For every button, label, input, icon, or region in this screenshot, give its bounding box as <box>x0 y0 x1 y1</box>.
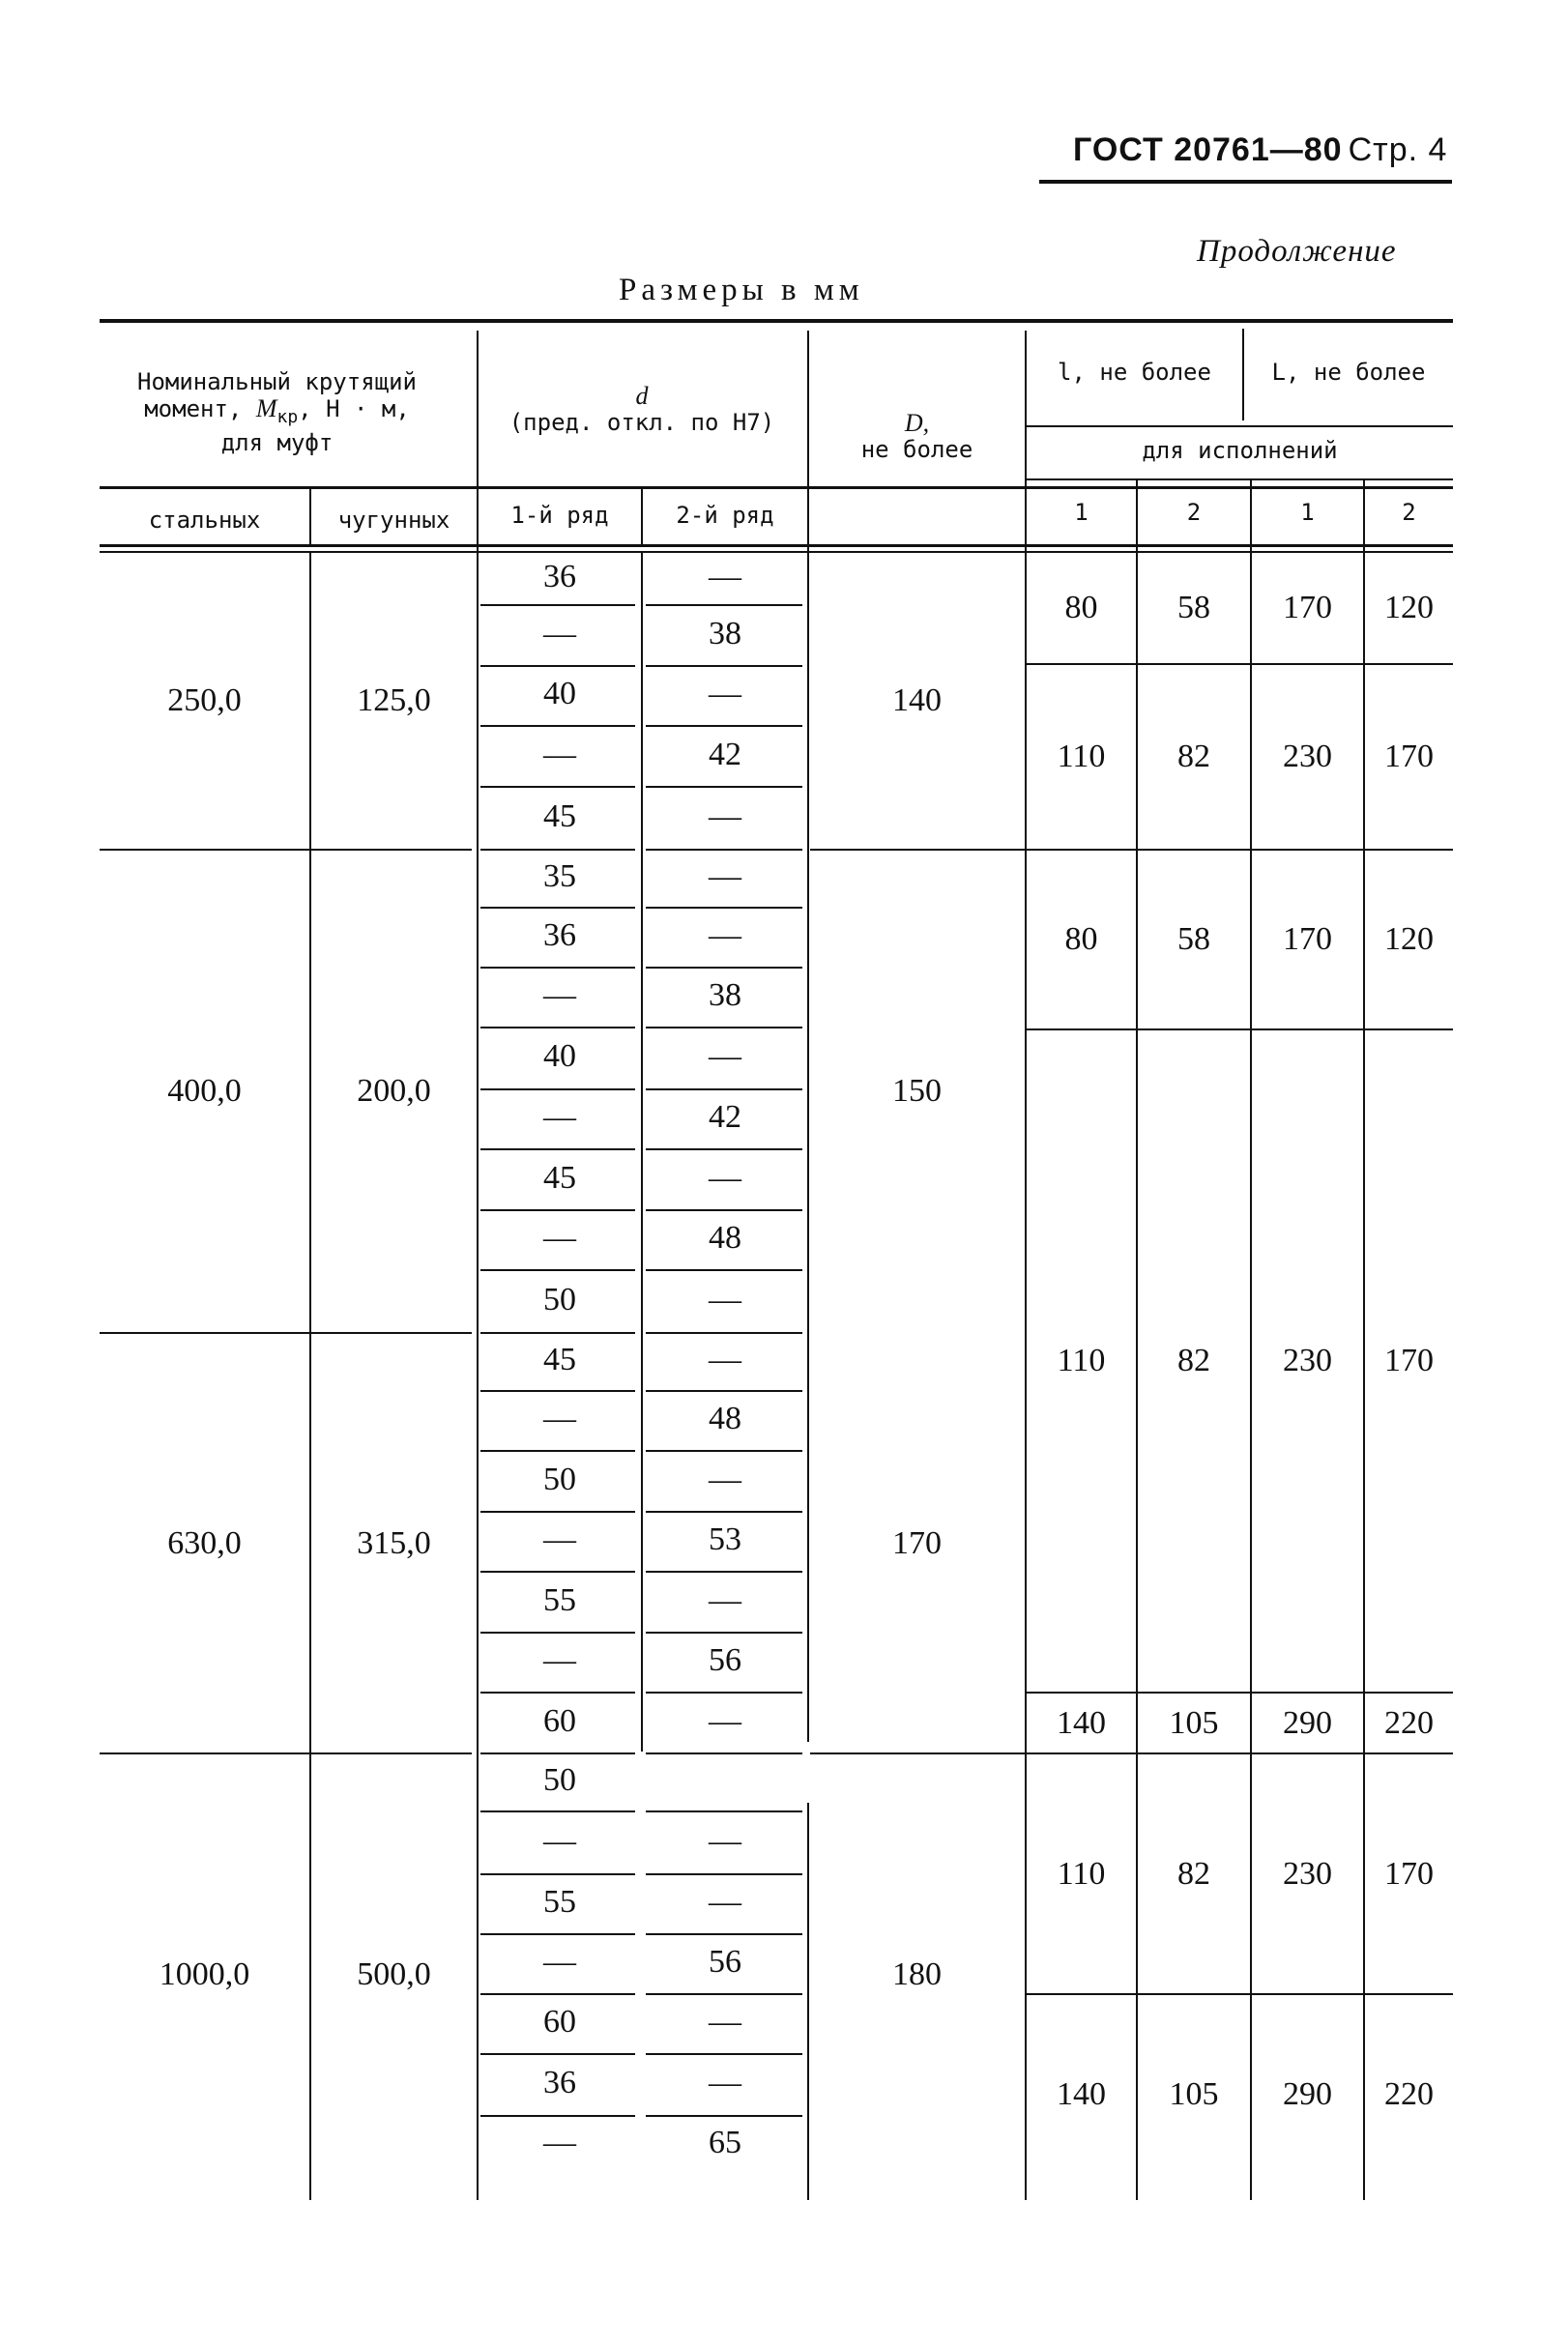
steel-torque-value: 1000,0 <box>159 1955 250 1992</box>
d-row-divider <box>646 1027 802 1028</box>
group-separator <box>100 1332 472 1334</box>
L-variant1-value: 170 <box>1283 590 1332 625</box>
d-row-divider <box>646 1511 802 1513</box>
d-row-divider <box>646 849 802 851</box>
d-row-divider <box>480 1692 635 1694</box>
D-value: 170 <box>892 1524 942 1561</box>
document-reference <box>1073 131 1447 169</box>
d-row1-value: 45 <box>543 1342 576 1377</box>
d-row2-value: — <box>709 797 741 834</box>
D-value: 180 <box>892 1955 942 1992</box>
d-row1-value: — <box>543 977 576 1013</box>
L-variant1-value: 170 <box>1283 921 1332 957</box>
d-row-divider <box>646 786 802 788</box>
d-row-divider <box>480 907 635 909</box>
row1-header: 1-й ряд <box>510 502 609 529</box>
d-row-divider <box>646 1692 802 1694</box>
D-symbol: D, <box>904 409 930 437</box>
d-row-divider <box>480 1450 635 1452</box>
cast-torque-value: 200,0 <box>357 1073 431 1109</box>
lL-separator <box>1027 1028 1453 1030</box>
row2-header: 2-й ряд <box>676 502 774 529</box>
torque-header <box>100 369 454 456</box>
L-variant2-value: 170 <box>1384 739 1434 774</box>
d-row-divider <box>480 1933 635 1935</box>
continuation-label: Продолжение <box>1197 234 1397 269</box>
d-row-divider <box>646 1209 802 1211</box>
d-row-divider <box>480 1752 635 1754</box>
l-variant2-value: 105 <box>1169 2076 1219 2112</box>
d-row-divider <box>646 725 802 727</box>
lL-separator <box>1027 663 1453 665</box>
d-row-divider <box>646 1571 802 1573</box>
d-row-divider <box>480 1088 635 1090</box>
d-row2-value: 42 <box>709 736 741 772</box>
cast-iron-header: чугунных <box>337 507 450 534</box>
d-row2-value: 48 <box>709 1220 741 1256</box>
L-variant-2: 2 <box>1402 499 1416 526</box>
d-row2-value: — <box>709 1581 741 1618</box>
d-row2-value: — <box>709 558 741 594</box>
vline <box>641 553 643 1752</box>
L-variant1-value: 290 <box>1283 2076 1332 2112</box>
d-row-divider <box>646 1810 802 1812</box>
d-row1-value: 40 <box>543 676 576 711</box>
d-row1-value: 36 <box>543 2065 576 2100</box>
L-variant2-value: 170 <box>1384 1343 1434 1378</box>
d-row1-value: — <box>543 2125 576 2160</box>
d-row-divider <box>480 1810 635 1812</box>
lL-separator <box>1027 1993 1453 1995</box>
l-variant1-value: 110 <box>1057 1855 1106 1892</box>
header-underline <box>1039 180 1452 184</box>
d-row1-value: 45 <box>543 1159 576 1196</box>
d-note: (пред. откл. по Н7) <box>508 409 775 436</box>
d-row-divider <box>646 1632 802 1634</box>
D-header <box>809 410 1025 463</box>
l-variant2-value: 58 <box>1177 921 1210 957</box>
d-row-divider <box>480 1209 635 1211</box>
d-row1-value: 45 <box>543 797 576 834</box>
d-row-divider <box>646 604 802 606</box>
d-row2-value: — <box>709 1159 741 1196</box>
d-row-divider <box>480 1511 635 1513</box>
l-variant1-value: 140 <box>1057 2076 1106 2112</box>
l-variant1-value: 80 <box>1064 590 1098 625</box>
d-row-divider <box>646 1933 802 1935</box>
d-row-divider <box>646 1390 802 1392</box>
d-row-divider <box>480 1873 635 1875</box>
d-row1-value: 50 <box>543 1281 576 1318</box>
lL-separator <box>1027 1692 1453 1694</box>
d-row1-value: — <box>543 1401 576 1436</box>
d-row-divider <box>480 967 635 969</box>
l-variant1-value: 110 <box>1057 739 1106 774</box>
units-caption: Размеры в мм <box>619 273 864 307</box>
d-row1-value: 60 <box>543 2004 576 2040</box>
d-row1-value: 50 <box>543 1762 576 1798</box>
torque-header-line1: Номинальный крутящий <box>137 368 417 395</box>
doc-ref: ГОСТ 20761—80 <box>1073 131 1343 168</box>
d-row-divider <box>480 786 635 788</box>
l-variant2-value: 82 <box>1177 1855 1210 1892</box>
d-row2-value: — <box>709 1342 741 1377</box>
cast-torque-value: 315,0 <box>357 1524 431 1561</box>
d-row-divider <box>480 1269 635 1271</box>
d-row-divider <box>646 1752 802 1754</box>
d-row-divider <box>646 2053 802 2055</box>
d-row-divider <box>480 1027 635 1028</box>
table-top-rule <box>100 319 1453 323</box>
L-variant2-value: 220 <box>1384 1704 1434 1741</box>
d-row1-value: — <box>543 1944 576 1980</box>
d-row-divider <box>480 604 635 606</box>
steel-header: стальных <box>148 507 261 534</box>
d-row2-value: — <box>709 1281 741 1318</box>
L-variant1-value: 290 <box>1283 1704 1332 1741</box>
l-variant1-value: 80 <box>1064 921 1098 957</box>
D-note: не более <box>860 436 973 463</box>
l-variant-2: 2 <box>1186 499 1202 526</box>
d-row-divider <box>646 1148 802 1150</box>
L-header: L, не более <box>1271 359 1426 386</box>
L-variant2-value: 120 <box>1384 590 1434 625</box>
d-row1-value: 50 <box>543 1461 576 1497</box>
d-row-divider <box>646 1332 802 1334</box>
group-separator <box>810 1752 1025 1754</box>
d-row-divider <box>646 665 802 667</box>
d-row2-value: 48 <box>709 1401 741 1436</box>
vline <box>309 553 311 2200</box>
d-row1-value: — <box>543 1220 576 1256</box>
d-row2-value: 38 <box>709 977 741 1013</box>
d-row-divider <box>646 907 802 909</box>
d-row1-value: 36 <box>543 917 576 953</box>
d-row-divider <box>480 2115 635 2117</box>
l-variant1-value: 110 <box>1057 1343 1106 1378</box>
group-separator <box>100 849 472 851</box>
vline <box>807 1803 809 2200</box>
torque-header-line2: момент, $M_{кр}$, Н · м, <box>144 394 410 427</box>
d-row2-value: — <box>709 1702 741 1739</box>
l-variant2-value: 58 <box>1177 590 1210 625</box>
d-row2-value: 38 <box>709 615 741 652</box>
page-number: Стр. 4 <box>1348 131 1448 168</box>
d-row1-value: 35 <box>543 858 576 894</box>
steel-torque-value: 630,0 <box>167 1524 242 1561</box>
cast-torque-value: 500,0 <box>357 1955 431 1992</box>
d-row2-value: — <box>709 1822 741 1859</box>
d-row1-value: 55 <box>543 1884 576 1920</box>
d-row-divider <box>480 1632 635 1634</box>
d-row2-value: 56 <box>709 1642 741 1678</box>
d-row-divider <box>646 1269 802 1271</box>
group-separator <box>810 849 1025 851</box>
d-row-divider <box>480 1148 635 1150</box>
d-row2-value: — <box>709 1884 741 1920</box>
L-variant2-value: 220 <box>1384 2076 1434 2112</box>
d-row1-value: 55 <box>543 1581 576 1618</box>
d-row1-value: — <box>543 1099 576 1135</box>
d-row2-value: — <box>709 2065 741 2100</box>
d-row2-value: 65 <box>709 2125 741 2160</box>
d-row-divider <box>480 665 635 667</box>
L-variant2-value: 170 <box>1384 1855 1434 1892</box>
d-row-divider <box>480 1993 635 1995</box>
d-row1-value: 36 <box>543 558 576 594</box>
d-row-divider <box>646 1993 802 1995</box>
torque-header-line3: для муфт <box>220 429 334 456</box>
l-header: l, не более <box>1058 359 1211 386</box>
d-row1-value: — <box>543 1521 576 1557</box>
L-variant1-value: 230 <box>1283 1855 1332 1892</box>
L-variant-1: 1 <box>1300 499 1315 526</box>
steel-torque-value: 400,0 <box>167 1073 242 1109</box>
variants-header: для исполнений <box>1142 437 1338 464</box>
L-variant1-value: 230 <box>1283 739 1332 774</box>
d-row2-value: — <box>709 1038 741 1074</box>
d-row-divider <box>480 2053 635 2055</box>
variants-rule <box>1027 425 1453 427</box>
L-variant2-value: 120 <box>1384 921 1434 957</box>
l-variant2-value: 82 <box>1177 1343 1210 1378</box>
d-row1-value: 60 <box>543 1702 576 1739</box>
variants-rule-2 <box>1027 478 1453 480</box>
cast-torque-value: 125,0 <box>357 682 431 718</box>
d-row-divider <box>480 1390 635 1392</box>
d-row-divider <box>480 725 635 727</box>
group-separator <box>100 1752 472 1754</box>
l-variant1-value: 140 <box>1057 1704 1106 1741</box>
d-row-divider <box>646 2115 802 2117</box>
d-row-divider <box>646 1873 802 1875</box>
d-row1-value: 40 <box>543 1038 576 1074</box>
D-value: 150 <box>892 1073 942 1109</box>
lL-separator <box>1027 849 1453 851</box>
d-row-divider <box>646 1088 802 1090</box>
d-row-divider <box>646 1450 802 1452</box>
steel-torque-value: 250,0 <box>167 682 242 718</box>
d-row2-value: 53 <box>709 1521 741 1557</box>
d-row2-value: — <box>709 917 741 953</box>
d-row1-value: — <box>543 736 576 772</box>
L-variant1-value: 230 <box>1283 1343 1332 1378</box>
D-value: 140 <box>892 682 942 718</box>
d-row2-value: — <box>709 1461 741 1497</box>
d-row2-value: 42 <box>709 1099 741 1135</box>
d-row2-value: — <box>709 676 741 711</box>
d-row2-value: — <box>709 858 741 894</box>
d-row1-value: — <box>543 615 576 652</box>
lL-separator <box>1027 1752 1453 1754</box>
d-row-divider <box>480 849 635 851</box>
d-row1-value: — <box>543 1642 576 1678</box>
d-header <box>477 383 807 436</box>
l-variant2-value: 82 <box>1177 739 1210 774</box>
d-row-divider <box>480 1571 635 1573</box>
d-row2-value: — <box>709 2004 741 2040</box>
l-variant2-value: 105 <box>1169 1704 1219 1741</box>
d-row2-value: 56 <box>709 1944 741 1980</box>
l-variant-1: 1 <box>1074 499 1089 526</box>
d-row-divider <box>480 1332 635 1334</box>
d-row1-value: — <box>543 1822 576 1859</box>
d-symbol: d <box>635 382 649 410</box>
d-row-divider <box>646 967 802 969</box>
